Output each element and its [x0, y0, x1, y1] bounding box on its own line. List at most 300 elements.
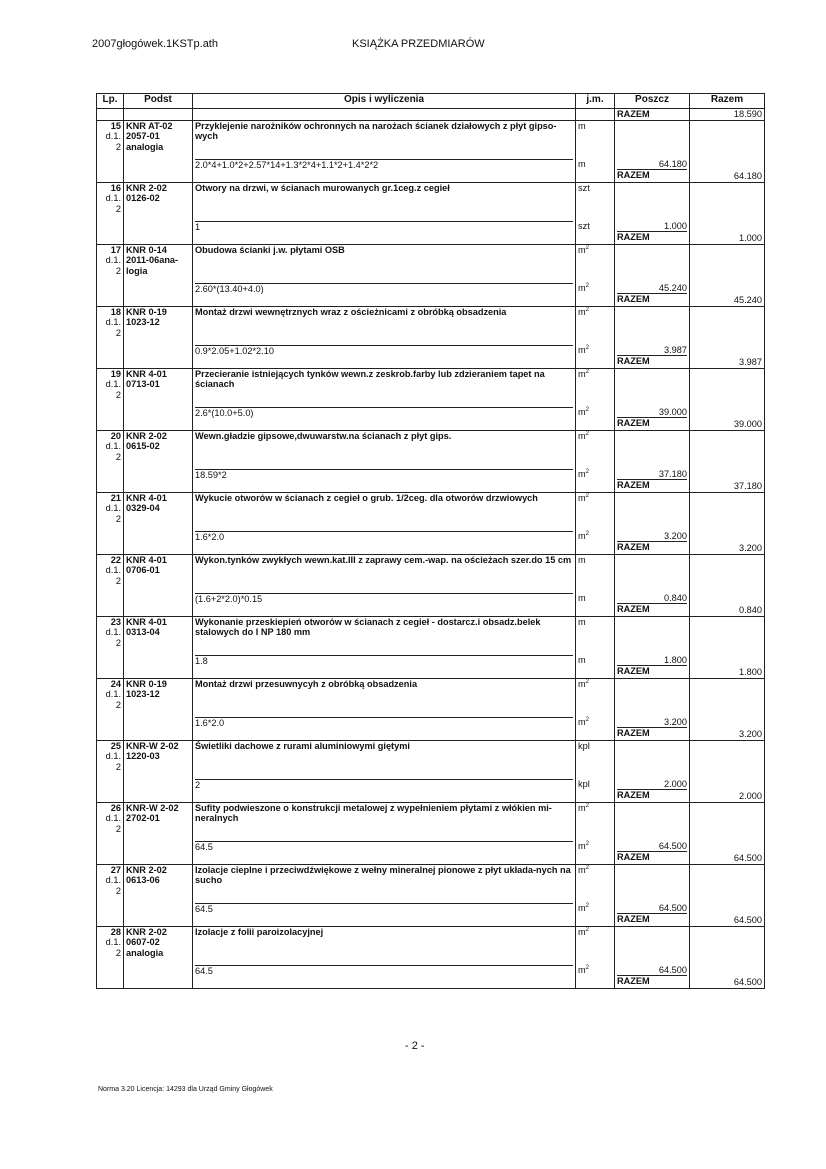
col-razem: Razem — [690, 94, 765, 109]
opis-cell — [193, 492, 576, 554]
spacer — [692, 431, 762, 481]
item-number: 26 — [110, 802, 121, 813]
item-razem: 3.987 — [739, 356, 762, 367]
page-number: - 2 - — [405, 1040, 425, 1052]
item-sub: 2 — [115, 885, 121, 896]
jm-cell — [576, 802, 615, 864]
item-number: 28 — [110, 926, 121, 937]
item-number: 22 — [110, 554, 121, 565]
item-poszcz: 3.200 — [664, 530, 687, 541]
lp-cell — [97, 740, 124, 802]
item-calculation: 2.0*4+1.0*2+2.57*14+1.3*2*4+1.1*2+1.4*2*2 — [195, 159, 573, 172]
lp-cell — [97, 368, 124, 430]
item-razem: 45.240 — [733, 294, 762, 305]
table-row — [97, 120, 765, 182]
item-razem: 2.000 — [739, 790, 762, 801]
spacer — [692, 927, 762, 977]
razem-cell — [690, 306, 765, 368]
podst-cell — [124, 244, 193, 306]
poszcz-cell — [615, 678, 690, 740]
podst-position: 0706-01 — [126, 565, 160, 576]
calc-unit: m — [578, 158, 586, 169]
spacer — [692, 307, 762, 357]
jm-cell — [576, 492, 615, 554]
podst-code: KNR 2-02 — [126, 430, 167, 441]
podst-code: KNR 2-02 — [126, 182, 167, 193]
item-sub: 2 — [115, 761, 121, 772]
jm-cell — [576, 120, 615, 182]
item-poszcz: 37.180 — [658, 468, 687, 479]
calc-unit: szt — [578, 220, 590, 231]
calc-unit: $m^2$ — [578, 344, 589, 355]
item-poszcz: 1.000 — [664, 220, 687, 231]
podst-code: KNR AT-02 — [126, 120, 173, 131]
carry-over-row — [97, 109, 765, 121]
podst-code: KNR-W 2-02 — [126, 802, 179, 813]
item-unit: $m^2$ — [578, 678, 589, 689]
calc-unit: m — [578, 592, 586, 603]
podst-note: analogia — [126, 947, 164, 958]
podst-cell — [124, 306, 193, 368]
item-number: 21 — [110, 492, 121, 503]
razem-cell — [690, 678, 765, 740]
item-d: d.1. — [105, 379, 121, 390]
col-lp: Lp. — [97, 94, 124, 109]
podst-code: KNR 4-01 — [126, 368, 167, 379]
calc-unit: $m^2$ — [578, 468, 589, 479]
item-d: d.1. — [105, 193, 121, 204]
spacer — [617, 741, 687, 779]
poszcz-cell — [615, 120, 690, 182]
razem-cell — [690, 430, 765, 492]
poszcz-cell — [615, 802, 690, 864]
item-unit: szt — [578, 182, 590, 193]
item-unit: m — [578, 554, 586, 565]
poszcz-cell — [615, 740, 690, 802]
lp-cell — [97, 492, 124, 554]
poszcz-cell — [615, 182, 690, 244]
item-number: 24 — [110, 678, 121, 689]
calc-unit: $m^2$ — [578, 530, 589, 541]
podst-position: 2011-06ana- — [126, 255, 179, 266]
item-unit: $m^2$ — [578, 802, 589, 813]
opis-cell — [193, 368, 576, 430]
empty-cell — [97, 109, 124, 121]
item-calculation: 2.60*(13.40+4.0) — [195, 283, 573, 296]
spacer — [692, 183, 762, 233]
opis-cell — [193, 678, 576, 740]
poszcz-cell — [615, 864, 690, 926]
item-sub: 2 — [115, 823, 121, 834]
item-sub: 2 — [115, 699, 121, 710]
item-razem-label: RAZEM — [617, 851, 687, 863]
item-razem: 3.200 — [739, 542, 762, 553]
item-razem-label: RAZEM — [617, 975, 687, 987]
spacer — [617, 307, 687, 345]
razem-cell — [690, 244, 765, 306]
item-description: Sufity podwieszone o konstrukcji metalowej z wypełnieniem płytami z włókien mi-neralnych — [195, 802, 552, 824]
item-razem: 64.500 — [733, 914, 762, 925]
spacer — [617, 679, 687, 717]
table-row — [97, 244, 765, 306]
opis-cell — [193, 864, 576, 926]
item-poszcz: 0.840 — [664, 592, 687, 603]
lp-cell — [97, 554, 124, 616]
table-row — [97, 926, 765, 988]
table-row — [97, 368, 765, 430]
item-razem-label: RAZEM — [617, 169, 687, 181]
podst-position: 1023-12 — [126, 689, 160, 700]
podst-cell — [124, 554, 193, 616]
item-poszcz: 64.180 — [658, 158, 687, 169]
razem-cell — [690, 368, 765, 430]
item-razem-label: RAZEM — [617, 727, 687, 739]
table-row — [97, 182, 765, 244]
empty-cell — [193, 109, 576, 121]
podst-position: 1023-12 — [126, 317, 160, 328]
spacer — [617, 865, 687, 903]
item-sub: 2 — [115, 947, 121, 958]
item-d: d.1. — [105, 937, 121, 948]
item-description: Przecieranie istniejących tynków wewn.z zeskrob.farby lub zdzieraniem tapet na ścianach — [195, 368, 545, 390]
podst-cell — [124, 182, 193, 244]
item-razem-label: RAZEM — [617, 231, 687, 243]
spacer — [617, 431, 687, 469]
item-d: d.1. — [105, 875, 121, 886]
poszcz-cell — [615, 616, 690, 678]
podst-cell — [124, 926, 193, 988]
podst-code: KNR 4-01 — [126, 616, 167, 627]
item-d: d.1. — [105, 131, 121, 142]
podst-position: 2057-01 — [126, 131, 160, 142]
podst-position: 0713-01 — [126, 379, 160, 390]
item-unit: $m^2$ — [578, 492, 589, 503]
podst-position: 0607-02 — [126, 937, 160, 948]
calc-unit: $m^2$ — [578, 406, 589, 417]
razem-cell — [690, 492, 765, 554]
item-unit: $m^2$ — [578, 368, 589, 379]
item-calculation: 18.59*2 — [195, 469, 573, 482]
jm-cell — [576, 740, 615, 802]
empty-cell — [124, 109, 193, 121]
item-description: Świetliki dachowe z rurami aluminiowymi giętymi — [195, 740, 410, 751]
jm-cell — [576, 616, 615, 678]
item-calculation: 64.5 — [195, 841, 573, 854]
poszcz-cell — [615, 306, 690, 368]
spacer — [617, 245, 687, 283]
item-razem: 64.500 — [733, 852, 762, 863]
lp-cell — [97, 864, 124, 926]
item-d: d.1. — [105, 627, 121, 638]
calc-unit: $m^2$ — [578, 840, 589, 851]
spacer — [617, 617, 687, 655]
col-opis: Opis i wyliczenia — [193, 94, 576, 109]
top-razem-label: RAZEM — [615, 109, 690, 121]
item-description: Montaż drzwi przesuwnycyh z obróbką obsadzenia — [195, 678, 418, 689]
podst-code: KNR-W 2-02 — [126, 740, 179, 751]
item-poszcz: 39.000 — [658, 406, 687, 417]
item-sub: 2 — [115, 327, 121, 338]
podst-position: 0615-02 — [126, 441, 160, 452]
podst-code: KNR 0-19 — [126, 678, 167, 689]
table-row — [97, 740, 765, 802]
lp-cell — [97, 244, 124, 306]
item-poszcz: 64.500 — [658, 902, 687, 913]
col-poszcz: Poszcz — [615, 94, 690, 109]
lp-cell — [97, 616, 124, 678]
item-description: Wewn.gładzie gipsowe,dwuwarstw.na ścianach z płyt gips. — [195, 430, 452, 441]
lp-cell — [97, 120, 124, 182]
opis-cell — [193, 740, 576, 802]
item-description: Izolacje z folii paroizolacyjnej — [195, 926, 324, 937]
document-title: KSIĄŻKA PRZEDMIARÓW — [352, 38, 485, 50]
item-sub: 2 — [115, 389, 121, 400]
opis-cell — [193, 244, 576, 306]
spacer — [617, 369, 687, 407]
item-d: d.1. — [105, 503, 121, 514]
item-razem-label: RAZEM — [617, 541, 687, 553]
item-number: 19 — [110, 368, 121, 379]
podst-cell — [124, 368, 193, 430]
empty-cell — [576, 109, 615, 121]
podst-position: 2702-01 — [126, 813, 160, 824]
item-calculation: 1.6*2.0 — [195, 531, 573, 544]
spacer — [692, 865, 762, 915]
poszcz-cell — [615, 244, 690, 306]
opis-cell — [193, 616, 576, 678]
table-row — [97, 616, 765, 678]
item-calculation: 0.9*2.05+1.02*2.10 — [195, 345, 573, 358]
jm-cell — [576, 678, 615, 740]
opis-cell — [193, 926, 576, 988]
item-razem-label: RAZEM — [617, 293, 687, 305]
spacer — [692, 741, 762, 791]
item-description: Izolacje cieplne i przeciwdźwiękowe z wełny mineralnej pionowe z płyt układa-nych na sucho — [195, 864, 571, 886]
jm-cell — [576, 182, 615, 244]
poszcz-cell — [615, 492, 690, 554]
jm-cell — [576, 244, 615, 306]
item-razem-label: RAZEM — [617, 789, 687, 801]
item-sub: 2 — [115, 575, 121, 586]
item-razem: 39.000 — [733, 418, 762, 429]
podst-code: KNR 4-01 — [126, 492, 167, 503]
item-razem-label: RAZEM — [617, 665, 687, 677]
table-row — [97, 492, 765, 554]
spacer — [692, 369, 762, 419]
podst-code: KNR 2-02 — [126, 864, 167, 875]
razem-cell — [690, 740, 765, 802]
item-unit: $m^2$ — [578, 926, 589, 937]
item-number: 23 — [110, 616, 121, 627]
razem-cell — [690, 802, 765, 864]
calc-unit: $m^2$ — [578, 964, 589, 975]
opis-cell — [193, 120, 576, 182]
item-calculation: 64.5 — [195, 903, 573, 916]
opis-cell — [193, 802, 576, 864]
item-poszcz: 64.500 — [658, 964, 687, 975]
item-number: 16 — [110, 182, 121, 193]
poszcz-cell — [615, 430, 690, 492]
przedmiar-table — [96, 93, 765, 989]
poszcz-cell — [615, 926, 690, 988]
item-d: d.1. — [105, 751, 121, 762]
podst-cell — [124, 678, 193, 740]
podst-position: 0313-04 — [126, 627, 160, 638]
item-d: d.1. — [105, 813, 121, 824]
item-number: 20 — [110, 430, 121, 441]
item-d: d.1. — [105, 441, 121, 452]
col-jm: j.m. — [576, 94, 615, 109]
item-number: 27 — [110, 864, 121, 875]
podst-code: KNR 0-19 — [126, 306, 167, 317]
spacer — [692, 555, 762, 605]
item-razem-label: RAZEM — [617, 913, 687, 925]
item-razem: 64.500 — [733, 976, 762, 987]
item-d: d.1. — [105, 565, 121, 576]
jm-cell — [576, 554, 615, 616]
table-row — [97, 864, 765, 926]
podst-position: 0613-06 — [126, 875, 160, 886]
item-poszcz: 3.200 — [664, 716, 687, 727]
spacer — [617, 183, 687, 221]
calc-unit: $m^2$ — [578, 902, 589, 913]
podst-position: 1220-03 — [126, 751, 160, 762]
item-unit: $m^2$ — [578, 306, 589, 317]
item-poszcz: 2.000 — [664, 778, 687, 789]
spacer — [692, 121, 762, 171]
item-razem-label: RAZEM — [617, 479, 687, 491]
calc-unit: $m^2$ — [578, 282, 589, 293]
item-razem-label: RAZEM — [617, 417, 687, 429]
podst-cell — [124, 120, 193, 182]
top-razem-value: 18.590 — [690, 109, 765, 121]
item-calculation: 2 — [195, 779, 573, 792]
razem-cell — [690, 182, 765, 244]
podst-position: 0329-04 — [126, 503, 160, 514]
item-unit: $m^2$ — [578, 864, 589, 875]
table-row — [97, 306, 765, 368]
podst-position: 0126-02 — [126, 193, 160, 204]
item-calculation: 2.6*(10.0+5.0) — [195, 407, 573, 420]
table-row — [97, 430, 765, 492]
spacer — [617, 803, 687, 841]
table-header-row — [97, 94, 765, 109]
item-description: Otwory na drzwi, w ścianach murowanych gr.1ceg.z cegieł — [195, 182, 450, 193]
spacer — [692, 245, 762, 295]
jm-cell — [576, 926, 615, 988]
opis-cell — [193, 554, 576, 616]
razem-cell — [690, 864, 765, 926]
calc-unit: m — [578, 654, 586, 665]
spacer — [692, 679, 762, 729]
podst-code: KNR 2-02 — [126, 926, 167, 937]
item-description: Obudowa ścianki j.w. płytami OSB — [195, 244, 345, 255]
item-sub: 2 — [115, 203, 121, 214]
item-razem: 1.000 — [739, 232, 762, 243]
item-razem-label: RAZEM — [617, 603, 687, 615]
spacer — [617, 121, 687, 159]
spacer — [692, 803, 762, 853]
item-calculation: 1 — [195, 221, 573, 234]
item-razem: 64.180 — [733, 170, 762, 181]
item-calculation: 1.6*2.0 — [195, 717, 573, 730]
item-sub: 2 — [115, 265, 121, 276]
table-row — [97, 678, 765, 740]
item-sub: 2 — [115, 637, 121, 648]
lp-cell — [97, 306, 124, 368]
calc-unit: kpl — [578, 778, 590, 789]
lp-cell — [97, 802, 124, 864]
item-unit: kpl — [578, 740, 590, 751]
podst-cell — [124, 616, 193, 678]
podst-cell — [124, 740, 193, 802]
license-note: Norma 3.20 Licencja: 14293 dla Urząd Gminy Głogówek — [98, 1086, 273, 1093]
opis-cell — [193, 182, 576, 244]
item-unit: $m^2$ — [578, 430, 589, 441]
podst-cell — [124, 492, 193, 554]
table-row — [97, 554, 765, 616]
item-d: d.1. — [105, 689, 121, 700]
podst-note: logia — [126, 265, 148, 276]
item-poszcz: 64.500 — [658, 840, 687, 851]
item-description: Wykonanie przeskiepień otworów w ścianach z cegieł - dostarcz.i obsadz.belek stalowych do I NP 180 mm — [195, 616, 541, 638]
item-number: 25 — [110, 740, 121, 751]
item-poszcz: 1.800 — [664, 654, 687, 665]
item-razem: 0.840 — [739, 604, 762, 615]
item-poszcz: 3.987 — [664, 344, 687, 355]
item-razem: 37.180 — [733, 480, 762, 491]
item-poszcz: 45.240 — [658, 282, 687, 293]
file-name: 2007głogówek.1KSTp.ath — [92, 38, 218, 50]
poszcz-cell — [615, 554, 690, 616]
spacer — [617, 555, 687, 593]
col-podst: Podst — [124, 94, 193, 109]
lp-cell — [97, 678, 124, 740]
podst-cell — [124, 802, 193, 864]
podst-code: KNR 0-14 — [126, 244, 167, 255]
razem-cell — [690, 554, 765, 616]
item-d: d.1. — [105, 317, 121, 328]
spacer — [617, 493, 687, 531]
item-calculation: 64.5 — [195, 965, 573, 978]
item-description: Montaż drzwi wewnętrznych wraz z ościeżnicami z obróbką obsadzenia — [195, 306, 507, 317]
jm-cell — [576, 368, 615, 430]
item-d: d.1. — [105, 255, 121, 266]
podst-cell — [124, 430, 193, 492]
jm-cell — [576, 430, 615, 492]
item-razem-label: RAZEM — [617, 355, 687, 367]
poszcz-cell — [615, 368, 690, 430]
item-calculation: (1.6+2*2.0)*0.15 — [195, 593, 573, 606]
item-unit: $m^2$ — [578, 244, 589, 255]
item-unit: m — [578, 120, 586, 131]
razem-cell — [690, 120, 765, 182]
opis-cell — [193, 306, 576, 368]
razem-cell — [690, 926, 765, 988]
lp-cell — [97, 430, 124, 492]
spacer — [692, 493, 762, 543]
table-row — [97, 802, 765, 864]
item-sub: 2 — [115, 513, 121, 524]
item-calculation: 1.8 — [195, 655, 573, 668]
item-description: Przyklejenie narożników ochronnych na narożach ścianek działowych z płyt gipso-wych — [195, 120, 557, 142]
item-number: 17 — [110, 244, 121, 255]
item-unit: m — [578, 616, 586, 627]
item-sub: 2 — [115, 141, 121, 152]
podst-note: analogia — [126, 141, 164, 152]
item-number: 18 — [110, 306, 121, 317]
item-number: 15 — [110, 120, 121, 131]
